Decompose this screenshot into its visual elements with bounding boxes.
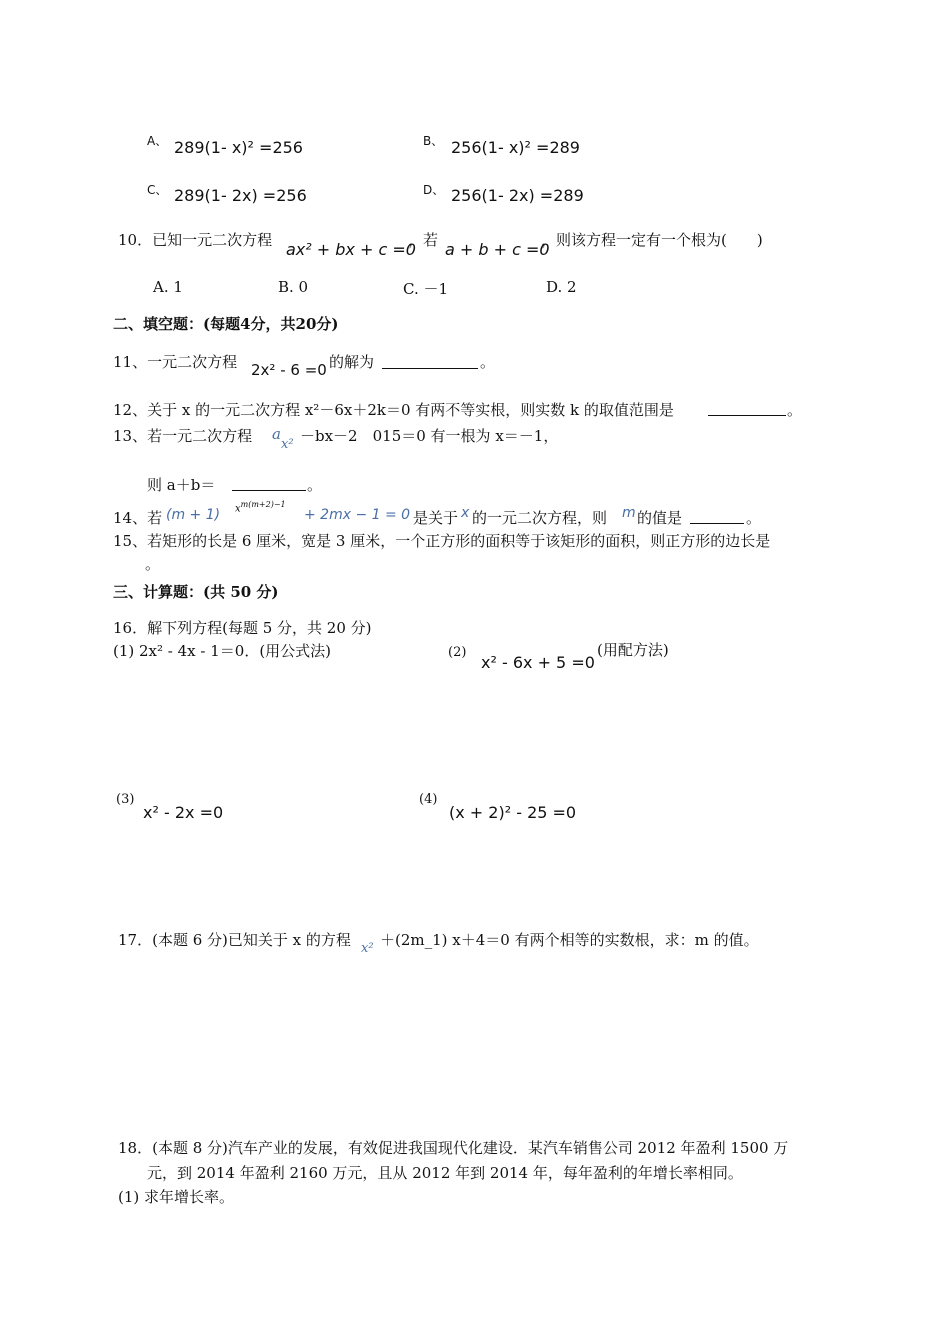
q18-line1: 18．(本题 8 分)汽车产业的发展，有效促进我国现代化建设．某汽车销售公司 2012 年盈利 1500 万 — [118, 1139, 789, 1157]
q11-eq: 2x² - 6 =0 — [251, 361, 327, 379]
q14-m: m — [622, 505, 636, 521]
q14-tail: + 2mx − 1 = 0 — [304, 507, 411, 523]
q14-answer-blank[interactable] — [690, 510, 744, 524]
q18-line2: 元，到 2014 年盈利 2160 万元，且从 2012 年到 2014 年，每年盈利的年增长率相同。 — [147, 1164, 743, 1182]
q9-c-label: C、 — [147, 183, 168, 197]
q9-b-expr: 256(1- x)² =289 — [451, 138, 580, 157]
q14-rest3: 的值是 — [637, 509, 683, 527]
section3-title: 三、计算题：(共 50 分) — [113, 583, 279, 601]
q16-part2-note: (用配方法) — [597, 641, 669, 659]
q13-answer-blank[interactable] — [232, 477, 306, 491]
q12-end: 。 — [787, 401, 803, 419]
q9-b-label: B、 — [423, 134, 444, 148]
q16-part4-label: (4) — [419, 792, 438, 807]
q9-d-label: D、 — [423, 183, 445, 197]
q10-option-d: D. 2 — [546, 278, 577, 296]
q14-prefix: 14、若 — [113, 509, 163, 527]
q11-end: 。 — [480, 353, 496, 371]
q13-x2: x² — [281, 437, 294, 452]
q9-a-label: A、 — [147, 134, 168, 148]
q13-a: a — [272, 425, 281, 443]
q16-part3-label: (3) — [116, 792, 135, 807]
q16-title: 16．解下列方程(每题 5 分，共 20 分) — [113, 619, 372, 637]
q13-line2: 则 a＋b＝ — [147, 476, 216, 494]
q12-answer-blank[interactable] — [708, 402, 786, 416]
q14-m-plus-1: (m + 1) — [166, 507, 221, 523]
q9-c-expr: 289(1- 2x) =256 — [174, 186, 307, 205]
q11-answer-blank[interactable] — [382, 355, 478, 369]
q15-line1: 15、若矩形的长是 6 厘米，宽是 3 厘米，一个正方形的面积等于该矩形的面积，则正方形的边长是 — [113, 532, 771, 550]
q17-x2: x² — [361, 941, 374, 956]
q18-line3: (1) 求年增长率。 — [118, 1188, 235, 1206]
q16-part4-eq: (x + 2)² - 25 =0 — [449, 803, 577, 822]
q10-option-b: B. 0 — [278, 278, 309, 296]
q14-power: $x^{m(m+2)-1}$ — [235, 500, 286, 515]
q9-a-expr: 289(1- x)² =256 — [174, 138, 303, 157]
q11-suffix: 的解为 — [329, 353, 375, 371]
q10-suffix: ，则该方程一定有一个根为( ) — [541, 231, 763, 249]
q10-prefix: 10．已知一元二次方程 — [118, 231, 273, 249]
q14-x: x — [461, 505, 470, 521]
q9-d-expr: 256(1- 2x) =289 — [451, 186, 584, 205]
q10-option-a: A. 1 — [153, 278, 183, 296]
q10-mid: ，若 — [408, 231, 439, 249]
q14-rest1: 是关于 — [413, 509, 459, 527]
q10-eq1: ax² + bx + c =0 — [286, 240, 416, 259]
q16-part3-eq: x² - 2x =0 — [143, 803, 224, 822]
q10-eq2: a + b + c =0 — [445, 240, 550, 259]
q13-rest: －bx－2 015＝0 有一根为 x＝－1， — [300, 427, 559, 445]
q16-part2-eq: x² - 6x + 5 =0 — [481, 653, 595, 672]
q14-end: 。 — [746, 509, 762, 527]
q17-prefix: 17．(本题 6 分)已知关于 x 的方程 — [118, 931, 351, 949]
q15-line2: 。 — [145, 555, 161, 573]
q12-text: 12、关于 x 的一元二次方程 x²－6x＋2k＝0 有两不等实根，则实数 k 的取值范围是 — [113, 401, 674, 419]
q16-part1: (1) 2x² - 4x - 1＝0．(用公式法) — [113, 642, 332, 660]
q14-rest2: 的一元二次方程，则 — [472, 509, 608, 527]
q10-option-c: C. －1 — [403, 280, 449, 298]
q17-rest: ＋(2m_1) x＋4＝0 有两个相等的实数根，求：m 的值。 — [380, 931, 759, 949]
q13-prefix: 13、若一元二次方程 — [113, 427, 253, 445]
q11-prefix: 11、一元二次方程 — [113, 353, 238, 371]
q13-end: 。 — [307, 476, 323, 494]
section2-title: 二、填空题：(每题4分，共20分) — [113, 315, 339, 333]
q16-part2-label: (2) — [448, 645, 467, 660]
